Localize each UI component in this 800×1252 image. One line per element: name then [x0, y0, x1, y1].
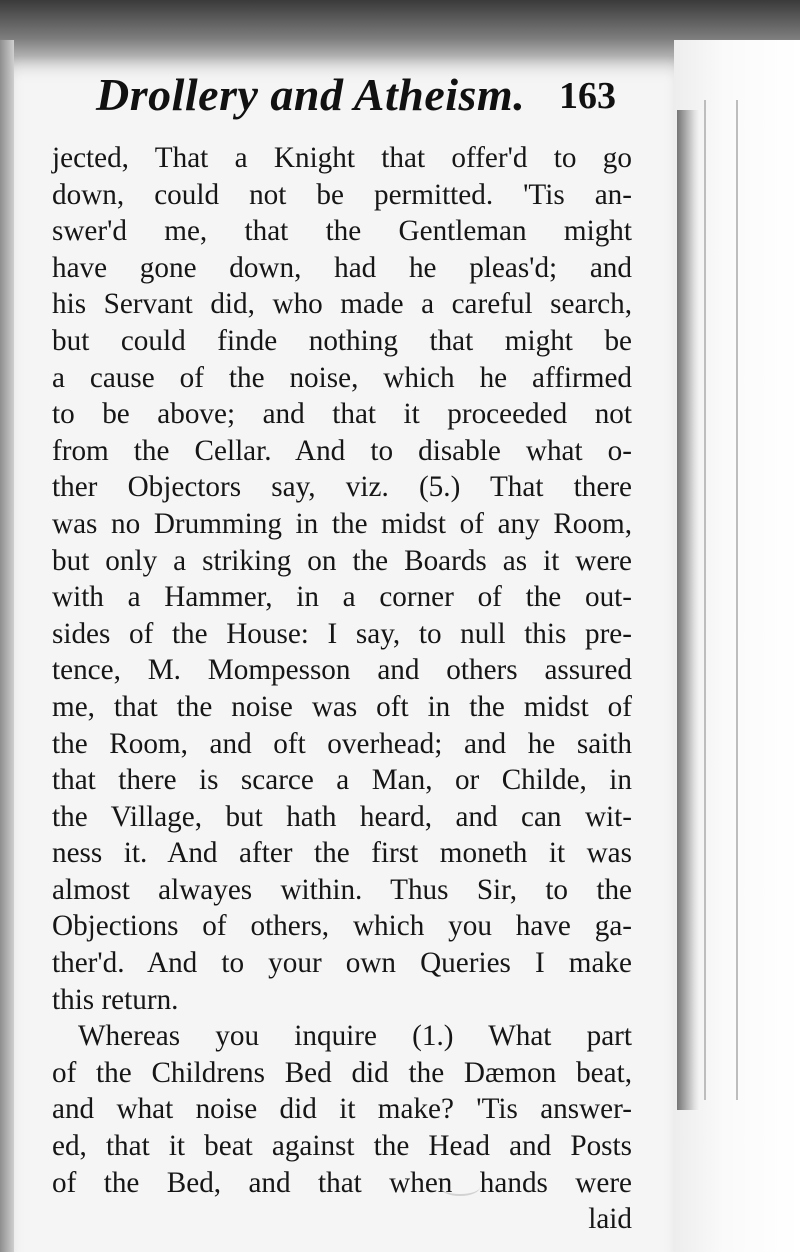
book-gutter	[0, 40, 14, 1252]
text-line: to be above; and that it proceeded not	[52, 398, 632, 431]
text-line: that there is scarce a Man, or Childe, in	[52, 764, 632, 797]
text-line: Objections of others, which you have ga-	[52, 910, 632, 943]
text-line: ther Objectors say, viz. (5.) That there	[52, 471, 632, 504]
text-line: jected, That a Knight that offer'd to go	[52, 142, 632, 174]
page-header	[96, 68, 616, 138]
text-line: but could finde nothing that might be	[52, 324, 632, 357]
page-fore-edge	[674, 40, 800, 1252]
text-line: down, could not be permitted. 'Tis an-	[52, 178, 632, 211]
running-title: Drollery and Atheism.	[96, 69, 526, 120]
text-line: of the Childrens Bed did the Dæmon beat,	[52, 1056, 632, 1089]
text-line: have gone down, had he pleas'd; and	[52, 251, 632, 284]
text-line: and what noise did it make? 'Tis answer-	[52, 1093, 632, 1126]
edge-line	[736, 100, 738, 1100]
text-line: was no Drumming in the midst of any Room,	[52, 507, 632, 540]
catchword: laid	[588, 1203, 632, 1236]
text-line: me, that the noise was oft in the midst of	[52, 690, 632, 723]
edge-shadow	[677, 110, 699, 1110]
text-line: swer'd me, that the Gentleman might	[52, 215, 632, 248]
text-line: but only a striking on the Boards as it were	[52, 544, 632, 577]
text-line: the Room, and oft overhead; and he saith	[52, 727, 632, 760]
text-line: sides of the House: I say, to null this pre-	[52, 617, 632, 650]
page-number: 163	[559, 75, 616, 117]
paragraph-start-line: Whereas you inquire (1.) What part	[78, 1020, 632, 1053]
text-line: of the Bed, and that when hands were	[52, 1166, 632, 1199]
text-line: with a Hammer, in a corner of the out-	[52, 581, 632, 614]
text-line: a cause of the noise, which he affirmed	[52, 361, 632, 394]
edge-line	[704, 100, 706, 1100]
text-line: the Village, but hath heard, and can wit-	[52, 800, 632, 833]
page-body-text	[52, 140, 632, 1238]
text-line: this return.	[52, 983, 179, 1016]
text-line: tence, M. Mompesson and others assured	[52, 654, 632, 687]
text-line: his Servant did, who made a careful search,	[52, 288, 632, 321]
text-line: ed, that it beat against the Head and Posts	[52, 1130, 632, 1163]
text-line: from the Cellar. And to disable what o-	[52, 434, 632, 467]
ink-smear	[440, 1178, 480, 1196]
text-line: ther'd. And to your own Queries I make	[52, 947, 632, 980]
text-line: almost alwayes within. Thus Sir, to the	[52, 873, 632, 906]
text-line: ness it. And after the first moneth it was	[52, 837, 632, 870]
